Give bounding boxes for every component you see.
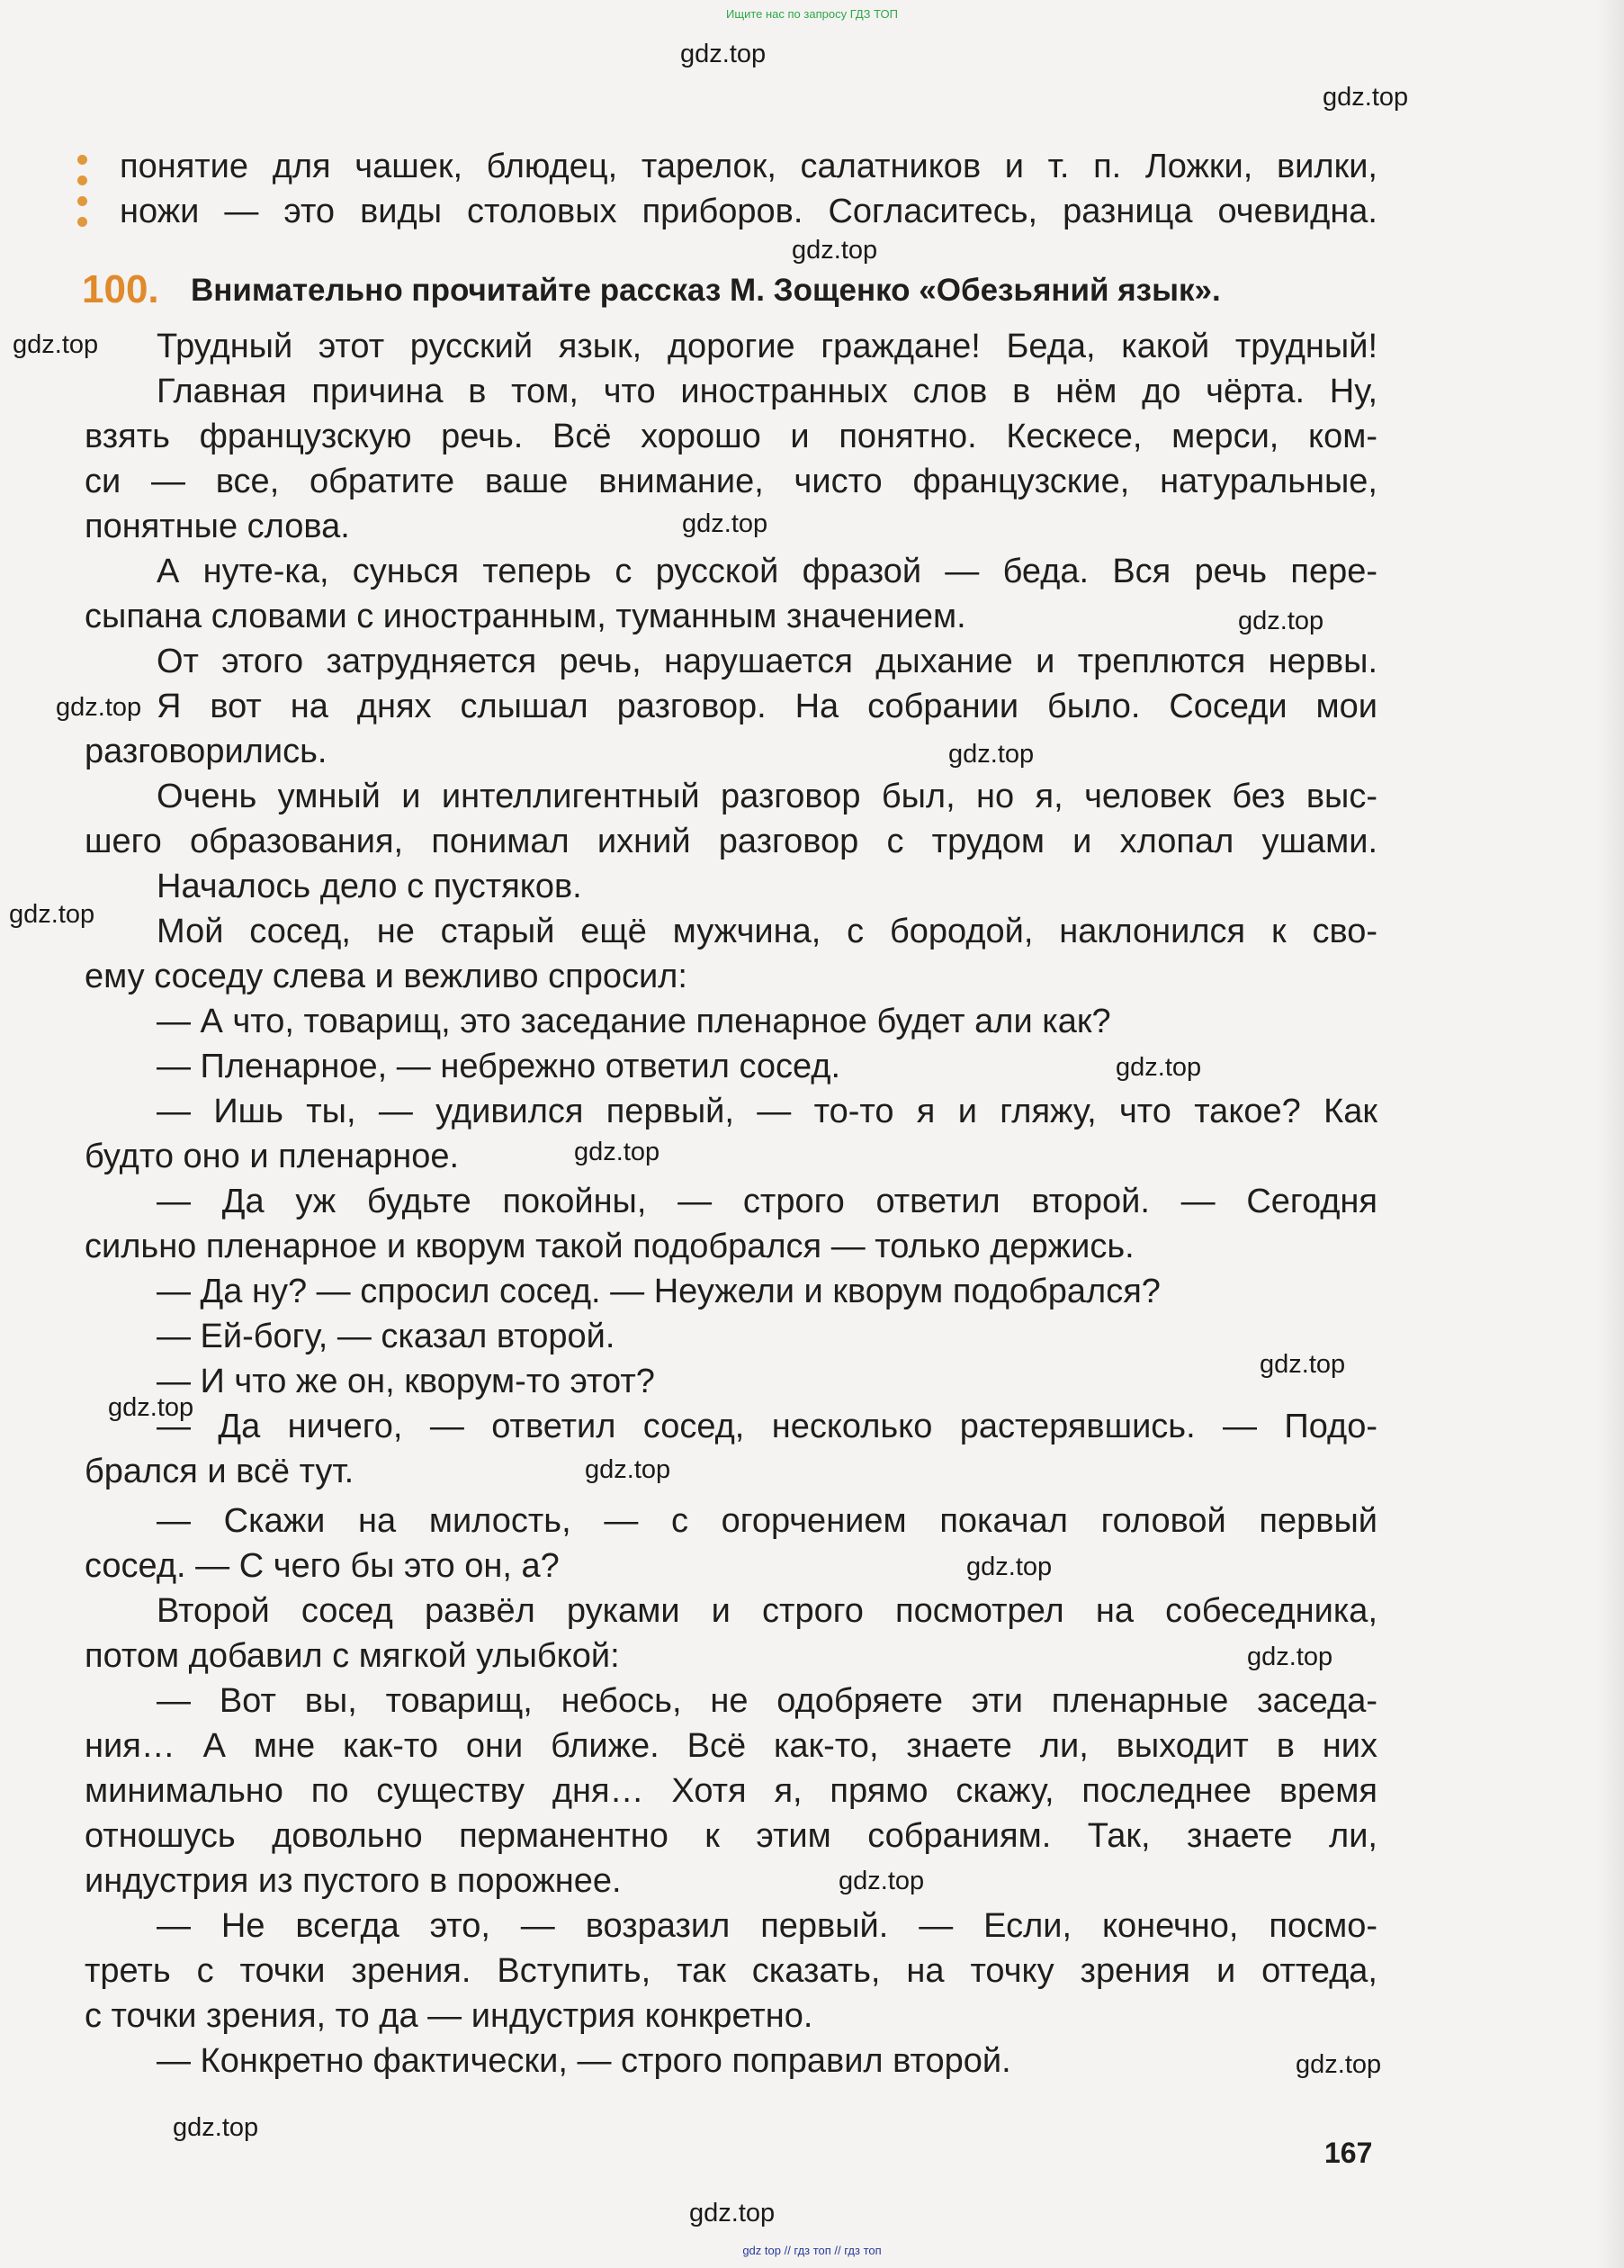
story-line: Началось дело с пустяков. bbox=[157, 868, 582, 905]
story-line: — Конкретно фактически, — строго поправил второй. bbox=[157, 2042, 1011, 2080]
watermark: gdz.top bbox=[173, 2113, 259, 2142]
story-line: шего образования, понимал ихний разговор с трудом и хлопал ушами. bbox=[85, 823, 1377, 860]
story-line: — Ишь ты, — удивился первый, — то-то я и гляжу, что такое? Как bbox=[157, 1093, 1377, 1130]
footer-note: gdz top // гдз топ // гдз топ bbox=[742, 2244, 882, 2257]
watermark: gdz.top bbox=[682, 509, 768, 538]
watermark: gdz.top bbox=[1260, 1350, 1346, 1379]
watermark: gdz.top bbox=[948, 740, 1035, 769]
story-line: с точки зрения, то да — индустрия конкретно. bbox=[85, 1997, 813, 2035]
story-line: взять французскую речь. Всё хорошо и понятно. Кескесе, мерси, ком- bbox=[85, 418, 1377, 455]
watermark: gdz.top bbox=[1323, 83, 1409, 112]
intro-line: понятие для чашек, блюдец, тарелок, салатников и т. п. Ложки, вилки, bbox=[120, 148, 1377, 185]
watermark: gdz.top bbox=[792, 236, 878, 265]
story-line: минимально по существу дня… Хотя я, прямо скажу, последнее время bbox=[85, 1772, 1377, 1810]
margin-dots bbox=[77, 155, 90, 238]
story-line: — Да уж будьте покойны, — строго ответил второй. — Сегодня bbox=[157, 1183, 1377, 1220]
watermark: gdz.top bbox=[585, 1455, 671, 1484]
story-line: Трудный этот русский язык, дорогие граждане! Беда, какой трудный! bbox=[157, 328, 1377, 365]
watermark: gdz.top bbox=[680, 40, 767, 68]
story-line: индустрия из пустого в порожнее. bbox=[85, 1862, 622, 1900]
story-line: — И что же он, кворум-то этот? bbox=[157, 1363, 655, 1400]
story-line: потом добавил с мягкой улыбкой: bbox=[85, 1637, 620, 1675]
story-line: — Да ничего, — ответил сосед, несколько растерявшись. — Подо- bbox=[157, 1408, 1377, 1445]
story-line: Мой сосед, не старый ещё мужчина, с бородой, наклонился к сво- bbox=[157, 913, 1377, 950]
story-line: Очень умный и интеллигентный разговор был, но я, человек без выс- bbox=[157, 778, 1377, 815]
watermark: gdz.top bbox=[966, 1552, 1053, 1581]
story-line: ния… А мне как-то они ближе. Всё как-то, знаете ли, выходит в них bbox=[85, 1727, 1377, 1765]
story-line: Я вот на днях слышал разговор. На собрании было. Соседи мои bbox=[157, 688, 1377, 725]
watermark: gdz.top bbox=[1238, 607, 1324, 635]
story-line: — Не всегда это, — возразил первый. — Если, конечно, посмо- bbox=[157, 1907, 1377, 1945]
story-line: — А что, товарищ, это заседание пленарное будет али как? bbox=[157, 1003, 1111, 1040]
story-line: — Пленарное, — небрежно ответил сосед. bbox=[157, 1048, 841, 1085]
watermark: gdz.top bbox=[9, 900, 95, 929]
story-line: — Да ну? — спросил сосед. — Неужели и кворум подобрался? bbox=[157, 1273, 1161, 1310]
watermark: gdz.top bbox=[1116, 1053, 1202, 1082]
story-line: разговорились. bbox=[85, 733, 327, 770]
page-number: 167 bbox=[1324, 2137, 1373, 2169]
exercise-number: 100. bbox=[82, 267, 159, 311]
story-line: сосед. — С чего бы это он, а? bbox=[85, 1547, 560, 1585]
page-edge-shadow bbox=[1597, 0, 1624, 2268]
story-line: — Скажи на милость, — с огорчением покачал головой первый bbox=[157, 1502, 1377, 1540]
story-line: Второй сосед развёл руками и строго посмотрел на собеседника, bbox=[157, 1592, 1377, 1630]
story-line: треть с точки зрения. Вступить, так сказать, на точку зрения и оттеда, bbox=[85, 1952, 1377, 1990]
watermark: gdz.top bbox=[1296, 2050, 1382, 2079]
intro-line: ножи — это виды столовых приборов. Согласитесь, разница очевидна. bbox=[120, 193, 1377, 230]
story-line: А нуте-ка, сунься теперь с русской фразой — беда. Вся речь пере- bbox=[157, 553, 1377, 590]
story-line: — Вот вы, товарищ, небось, не одобряете эти пленарные заседа- bbox=[157, 1682, 1377, 1720]
header-note: Ищите нас по запросу ГДЗ ТОП bbox=[726, 7, 898, 21]
story-line: От этого затрудняется речь, нарушается дыхание и треплются нервы. bbox=[157, 643, 1377, 680]
watermark: gdz.top bbox=[574, 1138, 660, 1166]
story-line: Главная причина в том, что иностранных слов в нём до чёрта. Ну, bbox=[157, 373, 1377, 410]
story-line: отношусь довольно перманентно к этим собраниям. Так, знаете ли, bbox=[85, 1817, 1377, 1855]
story-line: будто оно и пленарное. bbox=[85, 1138, 460, 1175]
watermark: gdz.top bbox=[689, 2199, 776, 2228]
watermark: gdz.top bbox=[1247, 1642, 1333, 1671]
story-line: — Ей-богу, — сказал второй. bbox=[157, 1318, 615, 1355]
story-line: понятные слова. bbox=[85, 508, 350, 545]
story-line: си — все, обратите ваше внимание, чисто французские, натуральные, bbox=[85, 463, 1377, 500]
story-line: сыпана словами с иностранным, туманным значением. bbox=[85, 598, 966, 635]
watermark: gdz.top bbox=[56, 693, 142, 722]
watermark: gdz.top bbox=[108, 1393, 194, 1422]
story-line: брался и всё тут. bbox=[85, 1453, 354, 1490]
watermark: gdz.top bbox=[839, 1867, 925, 1895]
exercise-title: Внимательно прочитайте рассказ М. Зощенко «Обезьяний язык». bbox=[191, 273, 1221, 308]
story-line: ему соседу слева и вежливо спросил: bbox=[85, 958, 687, 995]
story-line: сильно пленарное и кворум такой подобрался — только держись. bbox=[85, 1228, 1135, 1265]
watermark: gdz.top bbox=[13, 330, 99, 359]
